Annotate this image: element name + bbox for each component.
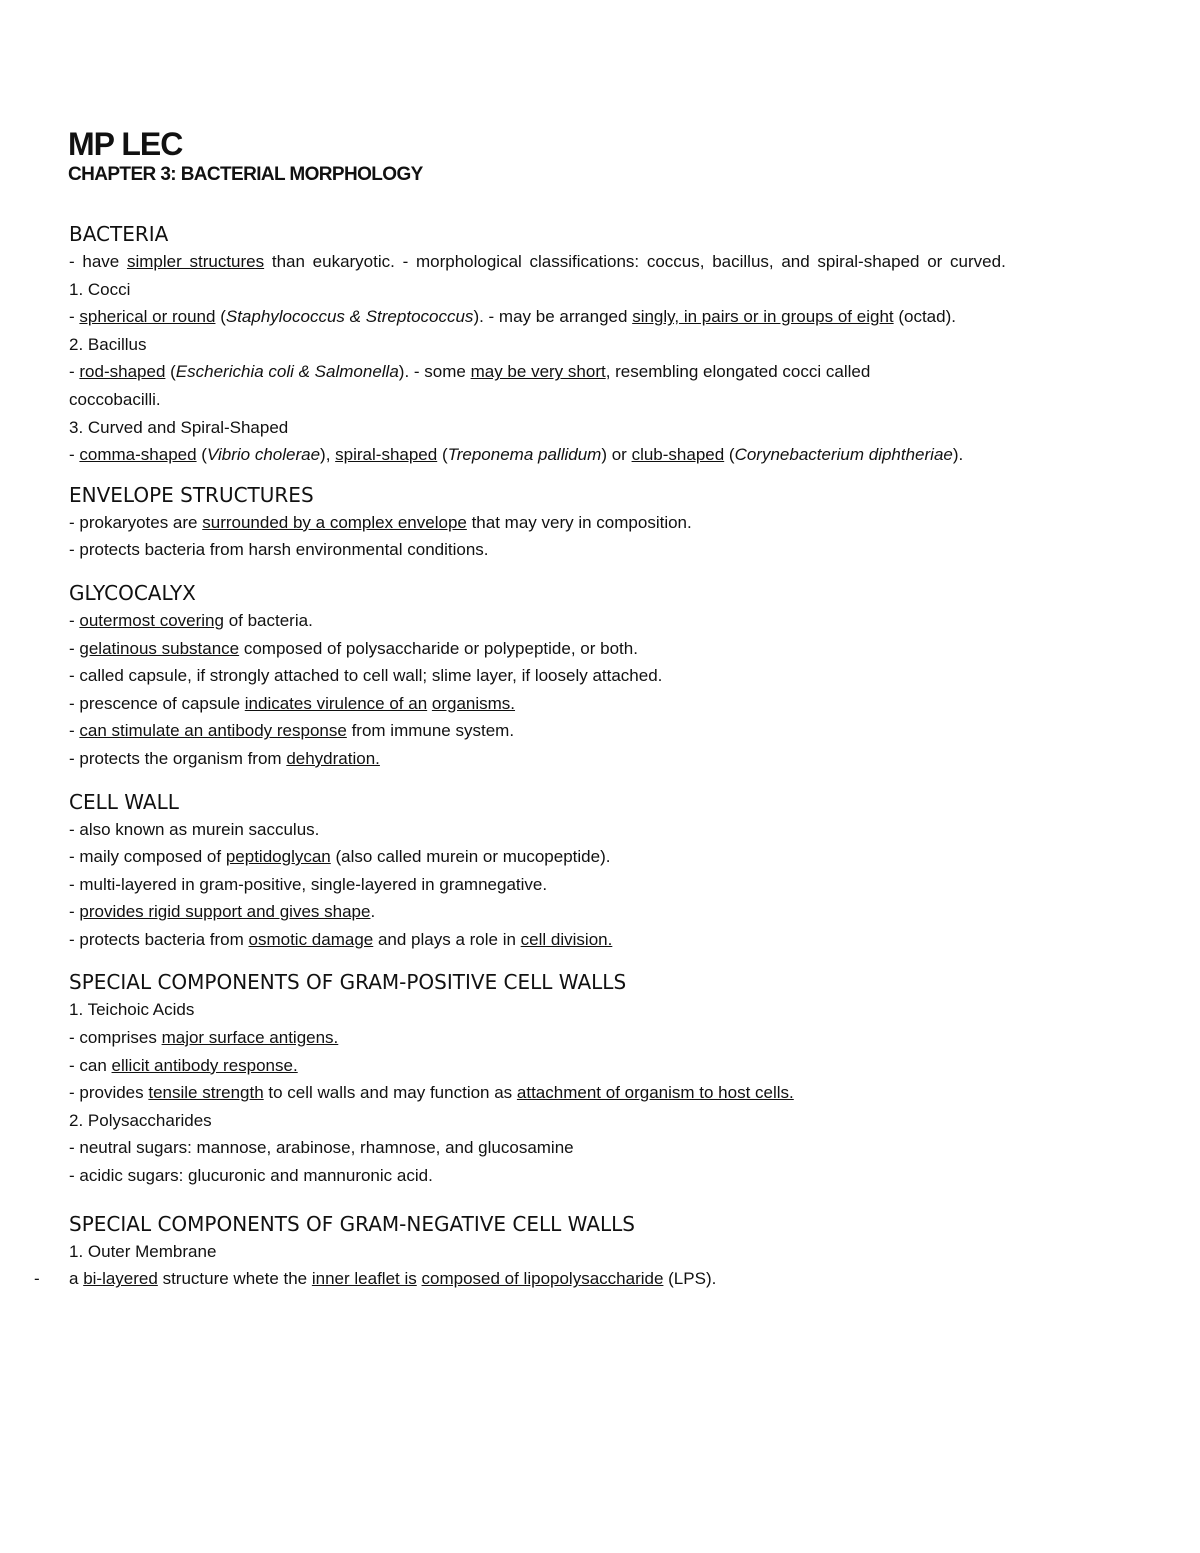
paragraph-line: - protects bacteria from harsh environmental conditions. xyxy=(69,540,489,560)
paragraph-line: - prokaryotes are surrounded by a complex envelope that may very in composition. xyxy=(69,512,692,532)
paragraph-line: - outermost covering of bacteria. xyxy=(69,610,313,630)
section-bacteria xyxy=(69,220,1139,469)
list-title: 2. Bacillus xyxy=(69,334,147,354)
paragraph-line: coccobacilli. xyxy=(69,389,161,409)
section-heading: BACTERIA xyxy=(69,222,169,246)
document-body xyxy=(34,220,1139,1293)
list-title: 2. Polysaccharides xyxy=(69,1110,212,1130)
paragraph-line: - also known as murein sacculus. xyxy=(69,819,320,839)
paragraph-line: - called capsule, if strongly attached to cell wall; slime layer, if loosely attached. xyxy=(69,666,663,686)
section-gram-negative xyxy=(34,1210,1139,1293)
section-heading: SPECIAL COMPONENTS OF GRAM-POSITIVE CELL WALLS xyxy=(69,970,627,995)
section-envelope-structures xyxy=(69,481,1139,564)
paragraph-line: - protects bacteria from osmotic damage and plays a role in cell division. xyxy=(69,929,613,949)
section-glycocalyx xyxy=(69,579,1139,773)
section-heading: SPECIAL COMPONENTS OF GRAM-NEGATIVE CELL WALLS xyxy=(69,1211,635,1236)
document-title: MP LEC xyxy=(68,126,183,162)
section-heading: CELL WALL xyxy=(69,789,179,814)
paragraph-line: - comma-shaped (Vibrio cholerae), spiral-shaped (Treponema pallidum) or club-shaped (Corynebacterium diphtheriae). xyxy=(69,445,964,465)
paragraph-line: - a bi-layered structure whete the inner leaflet is composed of lipopolysaccharide (LPS). xyxy=(69,1265,1139,1293)
list-title: 1. Outer Membrane xyxy=(69,1241,217,1261)
list-title: 1. Teichoic Acids xyxy=(69,1000,195,1020)
paragraph-line: - gelatinous substance composed of polysaccharide or polypeptide, or both. xyxy=(69,638,638,658)
paragraph-line: - acidic sugars: glucuronic and mannuronic acid. xyxy=(69,1166,433,1186)
chapter-title: CHAPTER 3: BACTERIAL MORPHOLOGY xyxy=(68,164,423,185)
list-title: 1. Cocci xyxy=(69,279,131,299)
paragraph-line: - comprises major surface antigens. xyxy=(69,1028,339,1048)
section-heading: ENVELOPE STRUCTURES xyxy=(69,482,314,507)
paragraph-line: - protects the organism from dehydration. xyxy=(69,748,380,768)
paragraph-line: - can ellicit antibody response. xyxy=(69,1055,298,1075)
paragraph-line: - spherical or round (Staphylococcus & Streptococcus). - may be arranged singly, in pairs or in groups of eight (octad). xyxy=(69,307,956,327)
paragraph-line: - rod-shaped (Escherichia coli & Salmonella). - some may be very short, resembling elongated cocci called xyxy=(69,362,871,382)
section-gram-positive xyxy=(69,968,1139,1189)
paragraph-line: - provides tensile strength to cell walls and may function as attachment of organism to host cells. xyxy=(69,1083,794,1103)
paragraph-line: - can stimulate an antibody response from immune system. xyxy=(69,721,515,741)
list-title: 3. Curved and Spiral-Shaped xyxy=(69,417,289,437)
section-heading: GLYCOCALYX xyxy=(69,580,196,605)
paragraph-line: - multi-layered in gram-positive, single-layered in gramnegative. xyxy=(69,874,548,894)
bullet-dash: - xyxy=(34,1269,40,1289)
paragraph-line: - have simpler structures than eukaryotic. - morphological classifications: coccus, bacillus, and spiral-shaped or curved. xyxy=(69,252,1006,271)
paragraph-line: - provides rigid support and gives shape. xyxy=(69,902,376,922)
paragraph-line: - neutral sugars: mannose, arabinose, rhamnose, and glucosamine xyxy=(69,1138,574,1158)
section-cell-wall xyxy=(69,788,1139,954)
paragraph-line: - maily composed of peptidoglycan (also called murein or mucopeptide). xyxy=(69,847,611,867)
paragraph-line: - prescence of capsule indicates virulence of an organisms. xyxy=(69,693,516,713)
